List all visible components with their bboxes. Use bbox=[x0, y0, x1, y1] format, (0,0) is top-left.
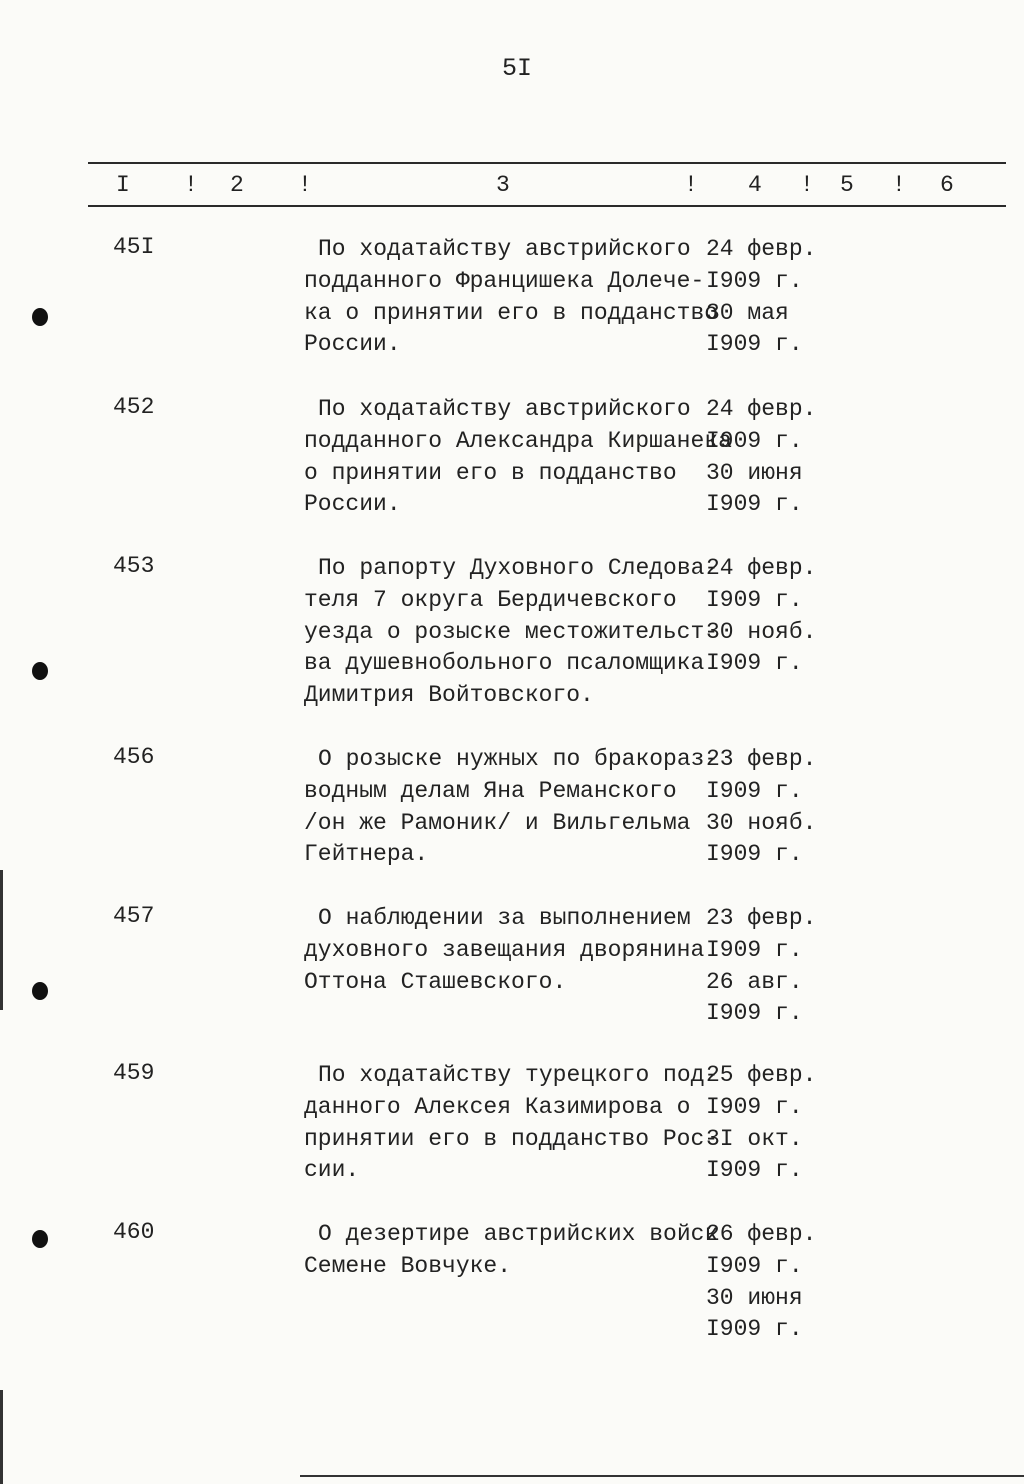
case-dates bbox=[706, 1060, 826, 1187]
case-number: 453 bbox=[113, 553, 155, 579]
description-line: Оттона Сташевского. bbox=[304, 968, 567, 995]
header-col-2: 2 bbox=[230, 172, 244, 198]
punch-hole bbox=[32, 1230, 48, 1248]
header-top-rule bbox=[88, 162, 1006, 164]
bottom-rule bbox=[300, 1475, 1024, 1477]
case-dates bbox=[706, 1219, 826, 1346]
case-number: 456 bbox=[113, 744, 155, 770]
case-description bbox=[304, 553, 719, 712]
case-number: 459 bbox=[113, 1060, 155, 1086]
description-line: По ходатайству турецкого под- bbox=[318, 1062, 719, 1088]
case-description bbox=[304, 234, 719, 361]
description-line: теля 7 округа Бердичевского bbox=[304, 586, 677, 613]
description-line: России. bbox=[304, 331, 401, 358]
date-line: 30 июня bbox=[706, 459, 803, 486]
description-line: /он же Рамоник/ и Вильгельма bbox=[304, 809, 691, 836]
date-line: I909 г. bbox=[706, 777, 803, 804]
date-line: 25 февр. bbox=[706, 1062, 817, 1088]
description-line: данного Алексея Казимирова о bbox=[304, 1093, 691, 1120]
date-line: I909 г. bbox=[706, 586, 803, 613]
date-line: 24 февр. bbox=[706, 396, 817, 422]
description-line: подданного Александра Киршанека bbox=[304, 427, 732, 454]
date-line: 23 февр. bbox=[706, 905, 817, 931]
header-col-6: 6 bbox=[940, 172, 954, 198]
case-number: 452 bbox=[113, 394, 155, 420]
date-line: I909 г. bbox=[706, 491, 803, 518]
description-line: подданного Францишека Долече- bbox=[304, 267, 705, 294]
date-line: I909 г. bbox=[706, 1000, 803, 1027]
date-line: I909 г. bbox=[706, 267, 803, 294]
date-line: 24 февр. bbox=[706, 236, 817, 262]
date-line: I909 г. bbox=[706, 650, 803, 677]
date-line: 30 июня bbox=[706, 1284, 803, 1311]
description-line: ва душевнобольного псаломщика bbox=[304, 650, 705, 677]
description-line: По рапорту Духовного Следова- bbox=[318, 555, 719, 581]
description-line: принятии его в подданство Рос- bbox=[304, 1125, 719, 1152]
description-line: Семене Вовчуке. bbox=[304, 1252, 512, 1279]
header-separator: ! bbox=[684, 172, 698, 198]
description-line: По ходатайству австрийского bbox=[318, 236, 691, 262]
case-description bbox=[304, 744, 719, 871]
date-line: I909 г. bbox=[706, 1093, 803, 1120]
case-dates bbox=[706, 553, 826, 680]
description-line: водным делам Яна Реманского bbox=[304, 777, 677, 804]
date-line: 30 мая bbox=[706, 299, 789, 326]
date-line: I909 г. bbox=[706, 331, 803, 358]
case-number: 45I bbox=[113, 234, 155, 260]
description-line: О розыске нужных по бракораз- bbox=[318, 746, 719, 772]
header-separator: ! bbox=[892, 172, 906, 198]
case-description bbox=[304, 394, 732, 521]
header-separator: ! bbox=[184, 172, 198, 198]
margin-edge bbox=[0, 870, 3, 1010]
description-line: России. bbox=[304, 491, 401, 518]
header-col-4: 4 bbox=[748, 172, 762, 198]
table-header bbox=[0, 172, 1024, 198]
description-line: духовного завещания дворянина bbox=[304, 936, 705, 963]
date-line: 24 февр. bbox=[706, 555, 817, 581]
description-line: О наблюдении за выполнением bbox=[318, 905, 691, 931]
date-line: I909 г. bbox=[706, 1252, 803, 1279]
date-line: 26 авг. bbox=[706, 968, 803, 995]
date-line: 23 февр. bbox=[706, 746, 817, 772]
case-number: 457 bbox=[113, 903, 155, 929]
date-line: I909 г. bbox=[706, 1157, 803, 1184]
page-number: 5I bbox=[502, 54, 533, 83]
punch-hole bbox=[32, 662, 48, 680]
header-bottom-rule bbox=[88, 205, 1006, 207]
header-col-5: 5 bbox=[840, 172, 854, 198]
punch-hole bbox=[32, 308, 48, 326]
case-dates bbox=[706, 394, 826, 521]
header-separator: ! bbox=[298, 172, 312, 198]
case-description bbox=[304, 1060, 719, 1187]
header-col-3: 3 bbox=[496, 172, 510, 198]
date-line: 3I окт. bbox=[706, 1125, 803, 1152]
description-line: Димитрия Войтовского. bbox=[304, 682, 594, 709]
description-line: О дезертире австрийских войск bbox=[318, 1221, 719, 1247]
description-line: о принятии его в подданство bbox=[304, 459, 677, 486]
date-line: I909 г. bbox=[706, 936, 803, 963]
date-line: I909 г. bbox=[706, 841, 803, 868]
case-description bbox=[304, 1219, 719, 1283]
date-line: 26 февр. bbox=[706, 1221, 817, 1247]
description-line: уезда о розыске местожительст- bbox=[304, 618, 719, 645]
case-dates bbox=[706, 903, 826, 1030]
description-line: ка о принятии его в подданство bbox=[304, 299, 719, 326]
header-col-1: I bbox=[116, 172, 130, 198]
date-line: I909 г. bbox=[706, 1316, 803, 1343]
date-line: 30 нояб. bbox=[706, 809, 817, 836]
case-dates bbox=[706, 744, 826, 871]
case-number: 460 bbox=[113, 1219, 155, 1245]
description-line: Гейтнера. bbox=[304, 841, 429, 868]
punch-hole bbox=[32, 982, 48, 1000]
description-line: По ходатайству австрийского bbox=[318, 396, 691, 422]
description-line: сии. bbox=[304, 1157, 360, 1184]
case-dates bbox=[706, 234, 826, 361]
header-separator: ! bbox=[800, 172, 814, 198]
case-description bbox=[304, 903, 706, 998]
margin-edge bbox=[0, 1390, 3, 1484]
date-line: 30 нояб. bbox=[706, 618, 817, 645]
date-line: I909 г. bbox=[706, 427, 803, 454]
